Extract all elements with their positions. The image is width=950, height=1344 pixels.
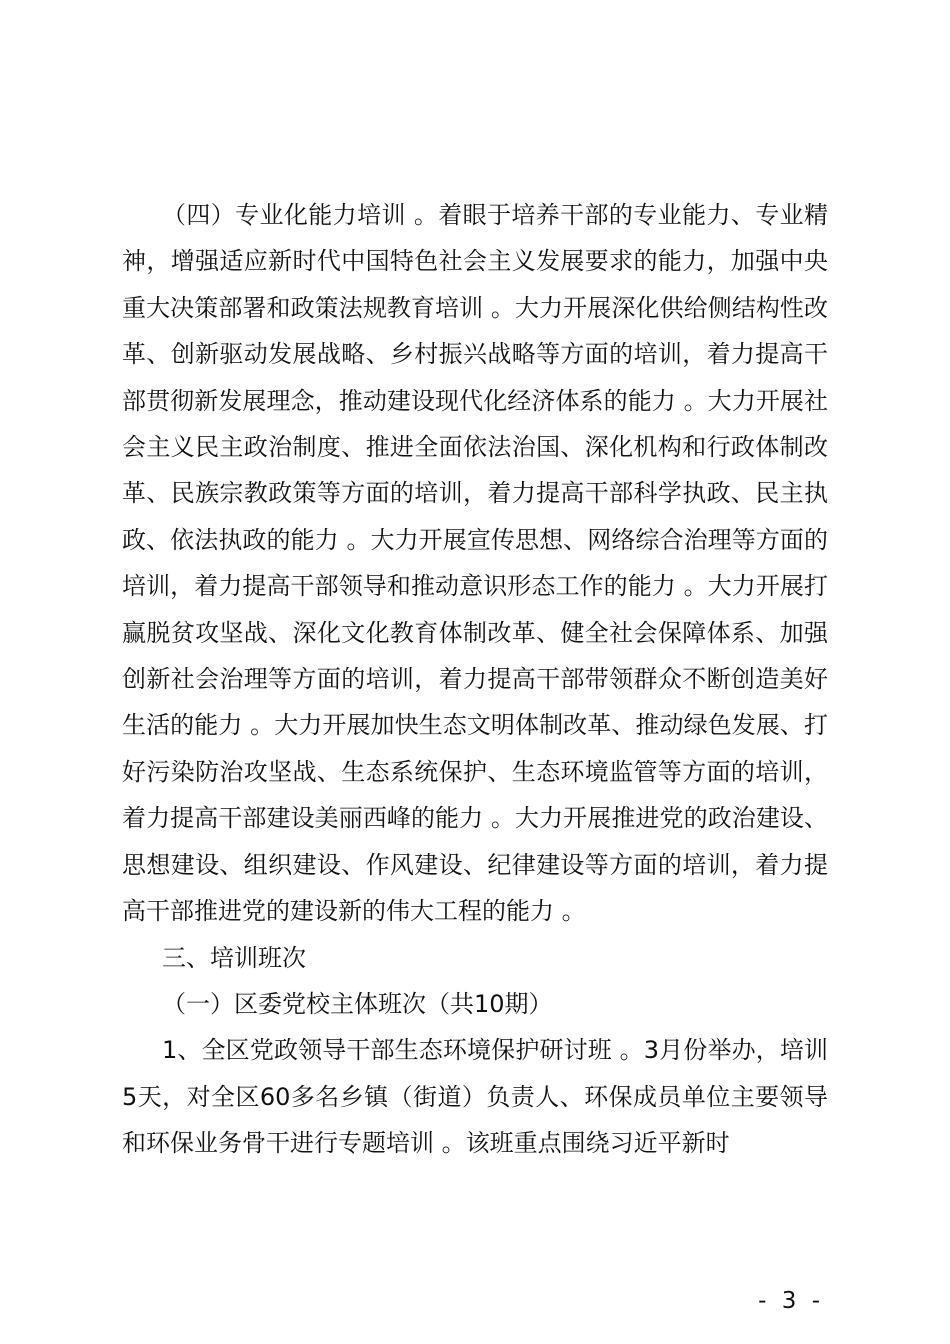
section-heading-training-classes: 三、培训班次 <box>162 943 306 972</box>
paragraph-item-1: 1、全区党政领导干部生态环境保护研讨班 。3月份举办，培训5天，对全区60多名乡镇（街道）负责人、环保成员单位主要领导和环保业务骨干进行专题培训 。该班重点围绕习近平新时 <box>122 1036 828 1158</box>
document-body <box>122 192 828 1167</box>
page-number: - 3 - <box>758 1288 824 1314</box>
subsection-heading-party-school-classes: （一）区委党校主体班次（共10期） <box>162 989 553 1018</box>
paragraph-professional-training: （四）专业化能力培训 。着眼于培养干部的专业能力、专业精神，增强适应新时代中国特色社会主义发展要求的能力，加强中央重大决策部署和政策法规教育培训 。大力开展深化供给侧结构性改革、创新驱动发展战略、乡村振兴战略等方面的培训，着力提高干部贯彻新发展理念，推动建设现代化经济体系的能力 。大力开展社会主义民主政治制度、推进全面依法治国、深化机构和行政体制改革、民族宗教政策等方面的培训，着力提高干部科学执政、民主执政、依法执政的能力 。大力开展宣传思想、网络综合治理等方面的培训，着力提高干部领导和推动意识形态工作的能力 。大力开展打赢脱贫攻坚战、深化文化教育体制改革、健全社会保障体系、加强创新社会治理等方面的培训，着力提高干部带领群众不断创造美好生活的能力 。大力开展加快生态文明体制改革、推动绿色发展、打好污染防治攻坚战、生态系统保护、生态环境监管等方面的培训，着力提高干部建设美丽西峰的能力 。大力开展推进党的政治建设、思想建设、组织建设、作风建设、纪律建设等方面的培训，着力提高干部推进党的建设新的伟大工程的能力 。 <box>122 201 828 926</box>
